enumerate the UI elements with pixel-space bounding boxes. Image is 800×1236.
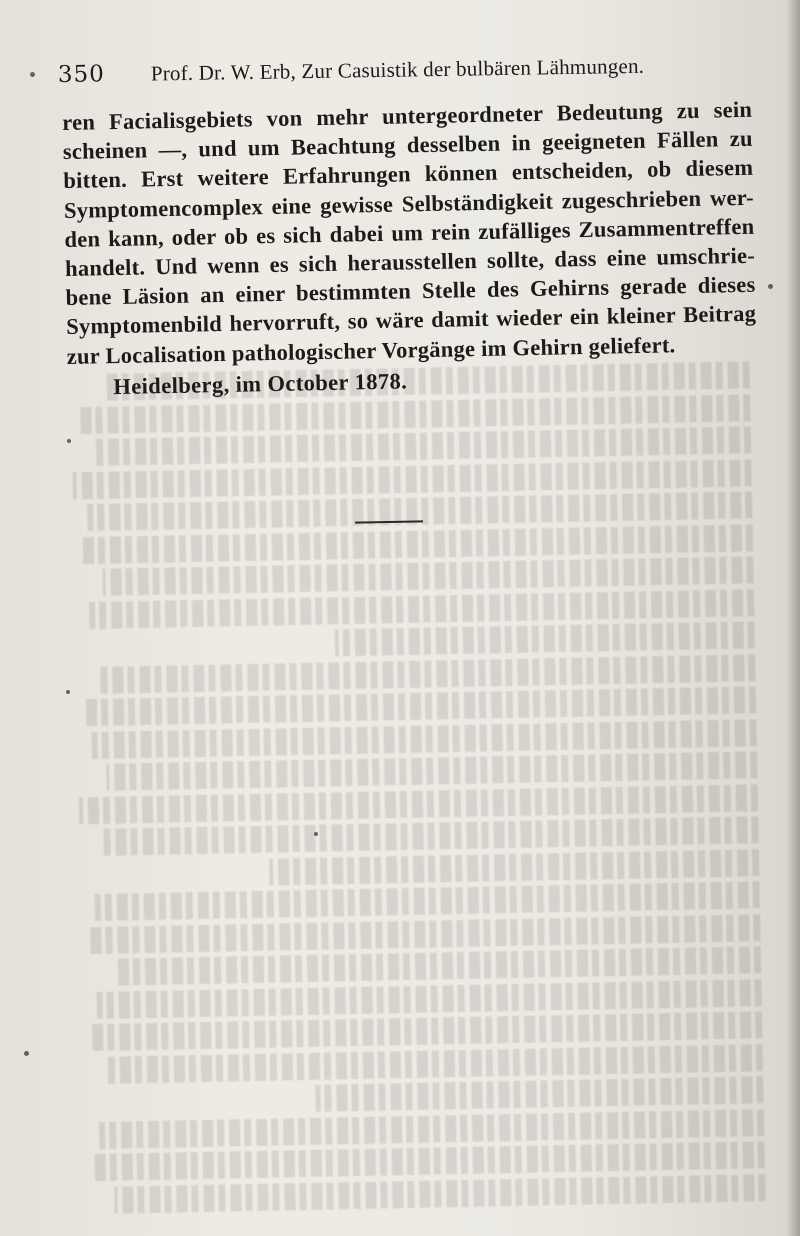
print-speck [24,1051,29,1056]
text-line: handelt. Und wenn es sich herausstellen sollte, dass eine umschrie- [64,242,756,281]
text-line: bene Läsion an einer bestimmten Stelle des Gehirns gerade dieses [65,271,756,311]
page-edge-shadow [786,0,800,1236]
print-speck [768,284,773,289]
page-number: 350 [57,61,106,88]
print-speck [66,690,70,694]
running-title: Prof. Dr. W. Erb, Zur Casuistik der bulbären Lähmungen. [150,53,645,86]
text-line: bitten. Erst weitere Erfahrungen können entscheiden, ob diesem [63,155,754,194]
text-line: zur Localisation pathologischer Vorgänge im Gehirn geliefert. [66,331,676,369]
body-text [62,95,758,402]
print-speck [67,439,71,443]
text-line: Symptomenbild hervorruft, so wäre damit wieder ein kleiner Beitrag [65,301,757,340]
text-line: Symptomencomplex eine gewisse Selbständigkeit zugeschrieben wer- [63,184,755,223]
text-line: den kann, oder ob es sich dabei um rein zufälliges Zusammentreffen [64,213,755,252]
running-header [58,52,698,96]
print-speck [314,832,318,836]
place-date-signature: Heidelberg, im October 1878. [113,368,408,399]
show-through-text [50,361,767,1236]
text-line: scheinen —, und um Beachtung desselben in geeigneten Fällen zu [62,125,753,165]
print-speck [30,72,35,77]
text-line: ren Facialisgebiets von mehr untergeordneter Bedeutung zu sein [62,96,753,135]
